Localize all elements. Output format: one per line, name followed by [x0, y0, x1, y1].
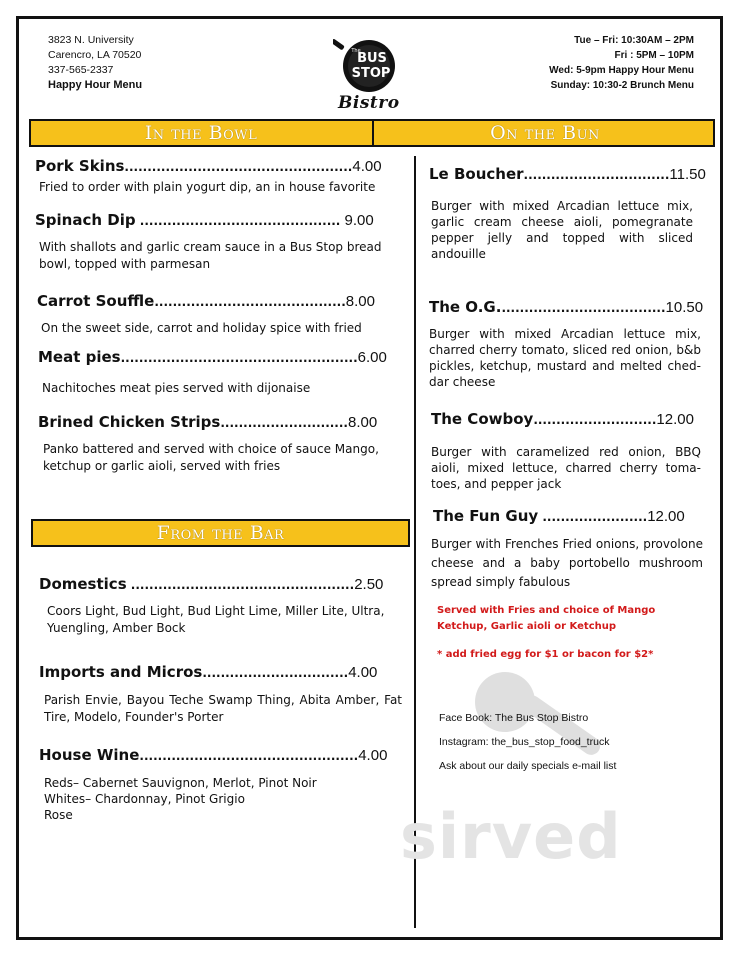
- served-with-note: Served with Fries and choice of Mango Ketchup, Garlic aioli or Ketchup: [437, 605, 656, 632]
- item-leader: ................................................: [139, 749, 359, 763]
- item-description: Fried to order with plain yogurt dip, an in house favorite: [39, 180, 376, 194]
- hours-line: Wed: 5-9pm Happy Hour Menu: [549, 65, 694, 76]
- item-price: 10.50: [665, 299, 704, 316]
- wine-line: Reds– Cabernet Sauvignon, Merlot, Pinot Noir: [44, 776, 317, 790]
- item-leader: ...........................: [533, 413, 657, 427]
- item-leader: ..........................................: [154, 295, 346, 309]
- item-price: 2.50: [354, 576, 384, 593]
- section-bar-divider: [372, 119, 374, 147]
- item-description: Panko battered and served with choice of sauce Mango, ketchup or garlic aioli, served with fries: [43, 442, 379, 473]
- item-name: House Wine: [39, 746, 140, 764]
- item-name: The Cowboy: [431, 410, 534, 428]
- item-leader: ..................................................: [124, 160, 353, 174]
- item-description: Nachitoches meat pies served with dijonaise: [42, 381, 311, 395]
- item-price: 11.50: [669, 166, 706, 183]
- item-description: Coors Light, Bud Light, Bud Light Lime, Miller Lite, Ultra, Yuengling, Amber Bock: [47, 604, 385, 635]
- item-description: Burger with mixed Arcadian lettuce mix, charred cherry tomato, sliced red onion, b&b pickles, ketchup, mustard and melted ched-dar cheese: [429, 327, 701, 389]
- item-description: Burger with mixed Arcadian lettuce mix, garlic cream cheese aioli, pomegranate pepper jelly and topped with sliced andouille: [431, 199, 693, 261]
- address-block: [48, 33, 142, 93]
- wine-line: Whites– Chardonnay, Pinot Grigio: [44, 792, 245, 806]
- hours-line: Tue – Fri: 10:30AM – 2PM: [574, 35, 694, 46]
- item-price: 8.00: [347, 414, 378, 431]
- section-bar-top: [29, 119, 715, 147]
- menu-item-pork-skins: [35, 156, 382, 175]
- address-line2: Carencro, LA 70520: [48, 49, 142, 61]
- hours-line: Sunday: 10:30-2 Brunch Menu: [550, 80, 694, 91]
- phone-number: 337-565-2337: [48, 64, 114, 76]
- item-name: Imports and Micros: [39, 663, 203, 681]
- item-leader: .......................: [538, 510, 648, 524]
- menu-item-brined-chicken-strips: [38, 412, 377, 431]
- item-price: 4.00: [348, 664, 378, 681]
- menu-item-domestics: [39, 574, 383, 593]
- item-price: 12.00: [656, 411, 694, 428]
- hours-block: [549, 33, 694, 93]
- instagram-text: Instagram: the_bus_stop_food_truck: [439, 736, 610, 748]
- social-block: [439, 706, 616, 778]
- item-price: 4.00: [352, 158, 382, 175]
- item-price: 4.00: [358, 747, 388, 764]
- menu-item-the-fun-guy: [433, 506, 685, 525]
- item-leader: ....................................: [501, 301, 666, 315]
- item-leader: .................................................: [126, 578, 355, 592]
- menu-title: Happy Hour Menu: [48, 79, 143, 91]
- item-name: Brined Chicken Strips: [38, 413, 221, 431]
- item-description: Parish Envie, Bayou Teche Swamp Thing, Abita Amber, Fat Tire, Modelo, Founder's Porter: [44, 693, 402, 724]
- item-name: Meat pies: [38, 348, 121, 366]
- menu-item-spinach-dip: [35, 210, 374, 229]
- menu-item-meat-pies: [38, 347, 387, 366]
- menu-item-the-og: [429, 297, 703, 316]
- item-price: 6.00: [357, 349, 387, 366]
- item-name: Carrot Souffle: [37, 292, 155, 310]
- specials-text: Ask about our daily specials e-mail list: [439, 760, 617, 772]
- logo-word-bus: BUS: [357, 51, 387, 66]
- logo-word-the: The: [351, 48, 361, 54]
- item-description: With shallots and garlic cream sauce in a Bus Stop bread bowl, topped with parmesan: [39, 240, 382, 271]
- item-description: Burger with Frenches Fried onions, provolone cheese and a baby portobello mushroom spread simply fabulous: [431, 537, 703, 589]
- item-leader: ............................................: [135, 214, 341, 228]
- item-price: 8.00: [345, 293, 375, 310]
- section-title-bowl: In the Bowl: [144, 122, 258, 144]
- facebook-text: Face Book: The Bus Stop Bistro: [439, 712, 589, 724]
- item-name: Domestics: [39, 575, 127, 593]
- item-name: The Fun Guy: [433, 507, 539, 525]
- menu-item-house-wine: [39, 745, 387, 764]
- item-name: Pork Skins: [35, 157, 125, 175]
- item-description: On the sweet side, carrot and holiday spice with fried: [41, 321, 362, 335]
- item-leader: ................................: [202, 666, 349, 680]
- menu-item-the-cowboy: [431, 409, 694, 428]
- logo-script: Bistro: [338, 93, 400, 113]
- item-leader: ............................: [220, 416, 348, 430]
- section-title-bar: From the Bar: [156, 522, 285, 544]
- item-price: 9.00: [340, 212, 374, 229]
- item-name: The O.G.: [429, 298, 502, 316]
- menu-item-le-boucher: [429, 164, 706, 183]
- section-title-bun: On the Bun: [490, 122, 600, 144]
- hours-line: Fri : 5PM – 10PM: [614, 50, 694, 61]
- addon-note: * add fried egg for $1 or bacon for $2*: [437, 649, 654, 660]
- item-name: Spinach Dip: [35, 211, 136, 229]
- section-bar-bar: [31, 519, 410, 547]
- item-price: 12.00: [647, 508, 685, 525]
- item-description: Burger with caramelized red onion, BBQ aioli, mixed lettuce, charred cherry toma-toes, and pepper jack: [431, 445, 701, 491]
- item-leader: ....................................................: [120, 351, 358, 365]
- menu-item-imports-and-micros: [39, 662, 377, 681]
- menu-item-carrot-souffle: [37, 291, 375, 310]
- wine-line: Rose: [44, 808, 73, 822]
- address-line1: 3823 N. University: [48, 34, 134, 46]
- logo-word-stop: STOP: [351, 66, 391, 81]
- item-name: Le Boucher: [429, 165, 524, 183]
- item-description: [44, 775, 394, 823]
- sirved-watermark: sirved: [400, 800, 622, 873]
- item-leader: ................................: [523, 168, 670, 182]
